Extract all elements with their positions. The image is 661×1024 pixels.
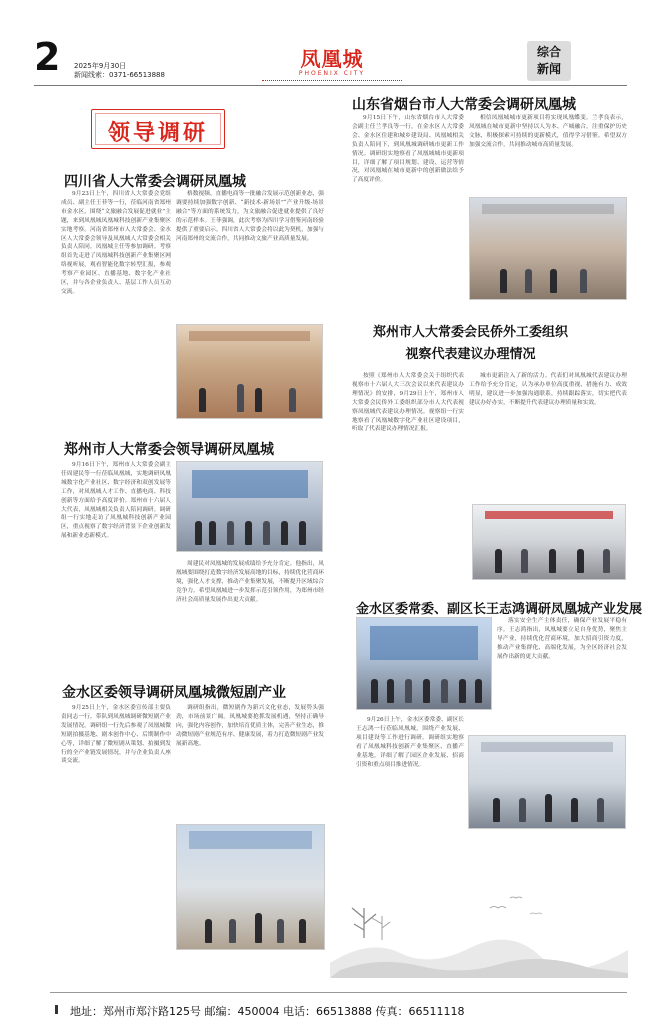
- headline-jinshui-industry: 金水区委常委、副区长王志鸿调研凤凰城产业发展: [356, 602, 643, 617]
- person-figure: [545, 794, 552, 822]
- photo-jinshui-industry-site: [468, 735, 626, 829]
- person-figure: [571, 798, 578, 822]
- person-figure: [493, 798, 500, 822]
- article-body-shandong-col2: 相信凤凰城城市更新项目将实现凤凰蝶变。兰孝良表示，凤凰城在城市更新中坚持以人为本、产城融合，注重保护历史文脉，积极探索可持续的更新模式，值得学习借鉴。希望双方加强交流合作，共同推动城市高质量发展。: [469, 115, 627, 148]
- footer-marker: [55, 1005, 58, 1014]
- headline-zhengzhou-overseas-line-1: 郑州市人大常委会民侨外工委组织: [373, 325, 569, 340]
- photo-display-wall: [370, 626, 477, 660]
- person-figure: [195, 521, 202, 545]
- person-figure: [281, 521, 288, 545]
- person-figure: [205, 919, 212, 943]
- article-body-shandong-col1: 9月15日下午，山东省烟台市人大常委会副主任兰孝良等一行，在金水区人大常委会、金水区住建和城乡建设局、凤凰城相关负责人陪同下，到凤凰城调研城市更新工作情况。调研组实地察看了凤凰城城市更新项目，详细了解了项目规划、建设、运营等情况，对凤凰城在城市更新中的创新做法给予了高度评价。: [352, 115, 464, 184]
- person-figure: [500, 269, 507, 293]
- person-figure: [237, 384, 244, 412]
- person-figure: [521, 549, 528, 573]
- logo-dotted-rule: [262, 80, 402, 83]
- person-figure: [423, 679, 430, 703]
- photo-zhengzhou-leader-visit: [176, 461, 323, 552]
- person-figure: [289, 388, 296, 412]
- masthead-rule: [34, 85, 627, 86]
- person-figure: [495, 549, 502, 573]
- photo-corridor: [481, 742, 612, 752]
- newspaper-logo: [262, 48, 402, 77]
- person-figure: [199, 388, 206, 412]
- person-figure: [299, 521, 306, 545]
- photo-backdrop: [189, 831, 313, 849]
- logo-english-text: PHOENIX CITY: [298, 70, 366, 77]
- section-banner-title: 领导调研: [107, 121, 208, 146]
- person-figure: [263, 521, 270, 545]
- person-figure: [525, 269, 532, 293]
- person-figure: [459, 679, 466, 703]
- ink-landscape-illustration: [330, 878, 628, 978]
- person-figure: [245, 521, 252, 545]
- person-figure: [229, 919, 236, 943]
- footer-contact: 地址：郑州市郑汴路125号 邮编：450004 电话：66513888 传真：66511118: [70, 1005, 465, 1018]
- bird: [490, 907, 506, 909]
- person-figure: [227, 521, 234, 545]
- article-body-jinshui-industry-col1: 9月26日上午，金水区委常委、副区长王志鸿一行莅临凤凰城，围绕产业发展、项目建设等工作进行调研。调研组实地察看了凤凰城科技创新产业集聚区、直播产业基地，详细了解了园区企业发展、招商引资和重点项目推进情况。: [356, 717, 464, 768]
- person-figure: [597, 798, 604, 822]
- bare-tree: [352, 908, 376, 938]
- article-body-sichuan-col1: 9月23日上午，四川省人大常委会党组成员、副主任王菲等一行，莅临河南省郑州市金水区，围绕“文旅融合发展促进就业”主题，来到凤凰城凤凰城科技创新产业集聚区实地考察。河南省郑州市人大常委会、金水区人大常委会领导及凤凰城人大常委会相关负责人陪同。凤凰城主任等参加调研。考察组首先走进了凤凰城科技创新产业集聚区网络视听展，观看智能化数字转型汇报，参观考察产业园区、直播基地、数字化产业社区，并与各企业负责人、基层工作人员互动交流。: [61, 191, 171, 295]
- photo-background-wall: [189, 331, 311, 341]
- person-figure: [519, 798, 526, 822]
- headline-zhengzhou-leader: 郑州市人大常委会领导调研凤凰城: [64, 442, 274, 458]
- person-figure: [255, 388, 262, 412]
- masthead: [0, 0, 661, 90]
- section-label-line-1: 综合: [536, 45, 561, 59]
- bare-tree: [372, 916, 390, 940]
- person-figure: [603, 549, 610, 573]
- bird: [510, 897, 522, 898]
- person-figure: [549, 549, 556, 573]
- person-figure: [405, 679, 412, 703]
- article-body-sichuan-col2: 格数视频、直播电商等一批融合发展示范创新业态，强调要持续加强数字创新、“新技术-新场景”“产业升级-场景融合”等方面的系统发力，为文旅融合促进就业提供了良好的示范样本。王菲强调，此次考察为四川学习借鉴河南经验提供了重要启示。四川省人大常委会将以此为契机，加强与河南郑州的交流合作，共同推动文旅产业高质量发展。: [176, 191, 324, 242]
- headline-zhengzhou-overseas-line-2: 视察代表建议办理情况: [405, 347, 536, 362]
- section-banner: [91, 109, 225, 149]
- person-figure: [550, 269, 557, 293]
- person-figure: [277, 919, 284, 943]
- headline-zhengzhou-overseas: [373, 322, 568, 366]
- article-body-zhengzhou-overseas-col1: 按照《郑州市人大常委会关于组织代表视察市十六届人大三次会议以来代表建议办理情况》的安排，9月29日上午，郑州市人大常委会民侨外工委组织部分市人大代表视察凤凰城代表建议办理情况。视察组一行实地察看了凤凰城数字化产业社区建设项目，听取了代表建议办理情况汇报。: [352, 373, 464, 433]
- section-label: [527, 41, 571, 81]
- issue-date: 2025年9月30日: [74, 62, 127, 70]
- article-body-zhengzhou-overseas-col2: 城市更新注入了新的活力。代表们对凤凰城代表建议办理工作给予充分肯定，认为承办单位高度重视、措施有力、成效明显，建议进一步加强沟通联系，持续跟踪落实，切实把代表建议办好办实，不断提升代表建议办理质量和实效。: [469, 373, 627, 406]
- person-figure: [299, 919, 306, 943]
- person-figure: [475, 679, 482, 703]
- photo-jinshui-industry-visit: [356, 617, 492, 710]
- article-body-jinshui-industry-col2: 落实安全生产主体责任，确保产业发展平稳有序。王志鸿指出，凤凰城要立足自身优势，聚焦主导产业，持续优化营商环境，加大招商引资力度，推动产业集群化、高端化发展，为全区经济社会发展作出新的更大贡献。: [497, 618, 627, 660]
- news-hotline: 新闻线索：0371-66513888: [74, 71, 165, 79]
- photo-shandong-visit: [469, 197, 627, 300]
- person-figure: [209, 521, 216, 545]
- person-figure: [441, 679, 448, 703]
- headline-jinshui-short-drama: 金水区委领导调研凤凰城微短剧产业: [62, 685, 286, 701]
- page-number: 2: [34, 35, 61, 79]
- person-figure: [577, 549, 584, 573]
- photo-display-screen: [192, 470, 308, 498]
- person-figure: [255, 913, 262, 943]
- article-body-jinshui-short-drama-col2: 调研组指出，微短剧作为新兴文化业态，发展势头强劲，市场前景广阔。凤凰城要抢抓发展机遇，坚持正确导向，强化内容创作，加快培育优质主体，完善产业生态，推动微短剧产业规范有序、健康发展，着力打造微短剧产业发展新高地。: [176, 705, 324, 747]
- headline-sichuan: 四川省人大常委会调研凤凰城: [64, 174, 246, 190]
- article-body-zhengzhou-leader-col1: 9月16日下午，郑州市人大常委会副主任周建民等一行莅临凤凰城，实地调研凤凰城数字化产业社区、数字经济和双创发展等工作，对凤凰城人才工作、直播电商、科技创新等方面给予高度评价。郑州市十六届人大代表，凤凰城相关负责人陪同调研。调研组一行实地走访了凤凰城科技创新产业园区，重点视察了数字经济背景下企业创新发展和新业态新模式。: [61, 462, 171, 540]
- photo-ceiling: [482, 204, 613, 214]
- bird: [530, 913, 542, 914]
- photo-red-banner: [485, 511, 613, 519]
- logo-chinese-text: 凤凰城: [300, 47, 364, 71]
- person-figure: [371, 679, 378, 703]
- article-body-zhengzhou-leader-col2: 周建民对凤凰城的发展成绩给予充分肯定。他指出，凤凰城要围绕打造数字经济发展高地的目标，持续优化营商环境，强化人才支撑，推动产业集聚发展，不断提升区域综合竞争力。希望凤凰城进一步发挥示范引领作用，为郑州市经济社会高质量发展作出更大贡献。: [176, 561, 324, 603]
- person-figure: [580, 269, 587, 293]
- person-figure: [387, 679, 394, 703]
- photo-zhengzhou-overseas-visit: [472, 504, 626, 580]
- section-label-line-2: 新闻: [536, 62, 561, 76]
- issue-date-and-hotline: [74, 62, 165, 80]
- headline-shandong: 山东省烟台市人大常委会调研凤凰城: [352, 97, 576, 113]
- photo-sichuan-visit: [176, 324, 323, 419]
- article-body-jinshui-short-drama-col1: 9月25日上午，金水区委宣传部主要负责同志一行，带队到凤凰城调研微短剧产业发展情况。调研组一行先后参观了凤凰城微短剧拍摄基地、剧本创作中心、后期制作中心等，详细了解了微短剧从策划、拍摄到发行的全产业链发展情况，并与企业负责人座谈交流。: [61, 705, 171, 765]
- photo-short-drama-visit: [176, 824, 325, 950]
